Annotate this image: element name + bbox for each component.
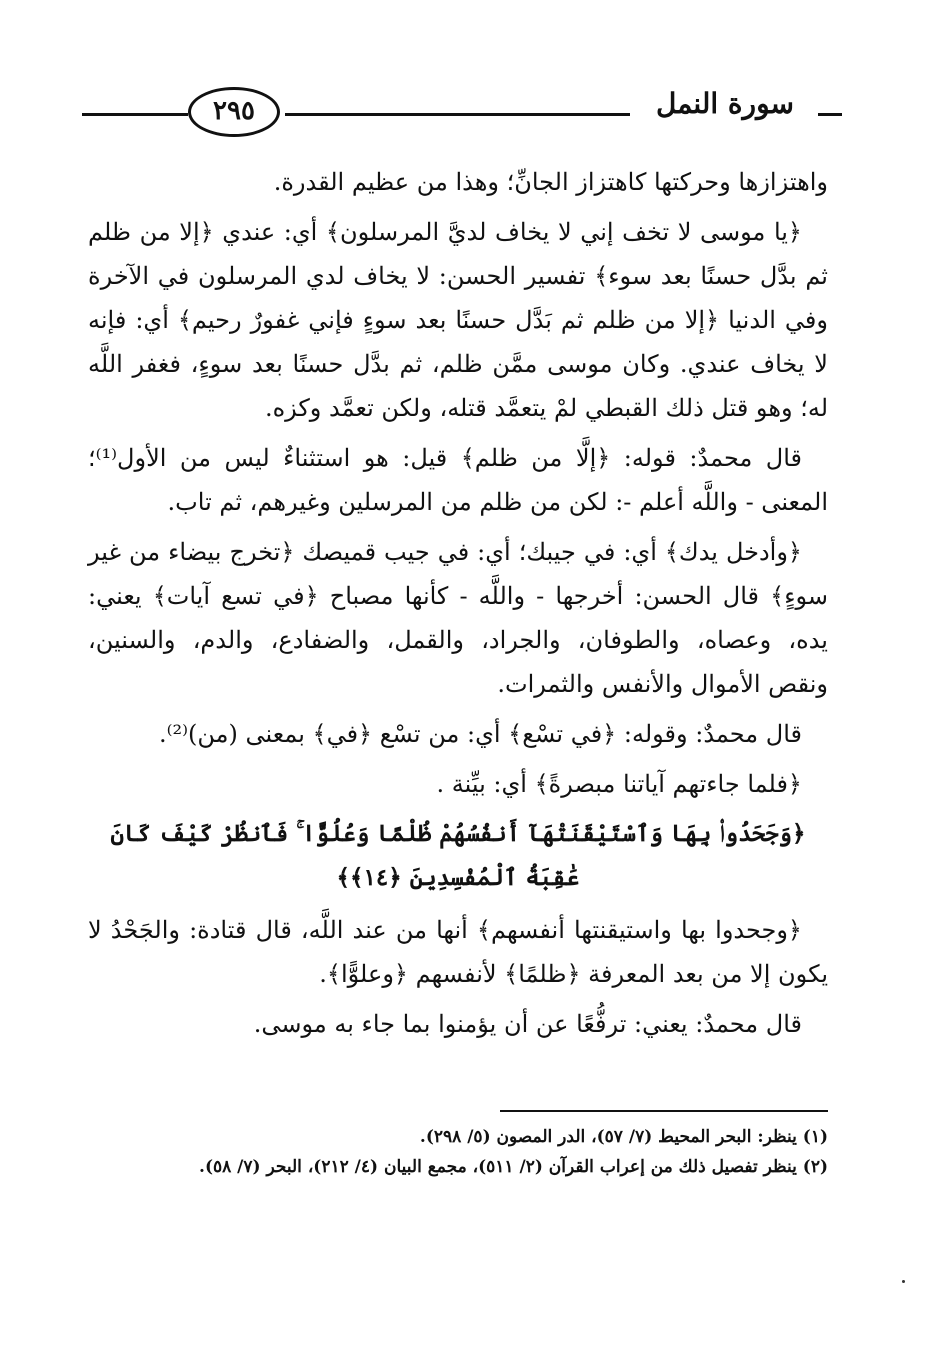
paragraph-1: واهتزازها وحركتها كاهتزاز الجانِّ؛ وهذا من عظيم القدرة. (273, 168, 828, 196)
paragraph-5: قال محمدٌ: وقوله: ﴿في تسْع﴾ أي: من تسْع ﴿في﴾ بمعنى (من)⁽²⁾. (158, 720, 802, 748)
footnote-1: (١) ينظر: البحر المحيط (٧/ ٥٧)، الدر المصون (٥/ ٢٩٨). (419, 1127, 828, 1147)
paragraph-3: قال محمدٌ: قوله: ﴿إلَّا من ظلم﴾ قيل: هو استثناءٌ ليس من الأول⁽¹⁾؛ المعنى - واللَّه أعلم -: لكن من ظلم من المرسلين وغيرهم، ثم تاب. (88, 444, 828, 516)
paragraph-4: ﴿وأدخل يدك﴾ أي: في جيبك؛ أي: في جيب قميصك ﴿تخرج بيضاء من غير سوءٍ﴾ قال الحسن: أخرجها - واللَّه - كأنها مصباح ﴿في تسع آيات﴾ يعني: يده، وعصاه، والطوفان، والجراد، والقمل، والضفادع، والدم، والسنين، ونقص الأموال والأنفس والثمرات. (88, 538, 828, 698)
paragraph-6: ﴿فلما جاءتهم آياتنا مبصرةً﴾ أي: بيِّنة . (436, 770, 802, 798)
footnotes (88, 1122, 828, 1182)
footnote-divider (500, 1110, 828, 1112)
header-dash (818, 113, 842, 116)
header-rule-middle (285, 113, 630, 116)
main-text (88, 160, 828, 1052)
footnote-2: (٢) ينظر تفصيل ذلك من إعراب القرآن (٢/ ٥١١)، مجمع البيان (٤/ ٢١٢)، البحر (٧/ ٥٨). (199, 1157, 828, 1177)
paragraph-9: قال محمدٌ: يعني: ترفُّعًا عن أن يؤمنوا بما جاء به موسى. (253, 1010, 802, 1038)
quran-verse: ﴿وَجَحَدُوا۟ بِهَا وَٱسْتَيْقَنَتْهَآ أَنفُسُهُمْ ظُلْمًا وَعُلُوًّا ۚ فَٱنظُرْ كَيْفَ كَانَ عَٰقِبَةُ ٱلْمُفْسِدِينَ ﴿١٤﴾﴾ (110, 820, 806, 891)
paragraph-8: ﴿وجحدوا بها واستيقنتها أنفسهم﴾ أنها من عند اللَّه، قال قتادة: والجَحْدُ لا يكون إلا من بعد المعرفة ﴿ظلمًا﴾ لأنفسهم ﴿وعلوًّا﴾. (88, 916, 828, 988)
surah-title: سورة النمل (655, 87, 795, 120)
paragraph-2: ﴿يا موسى لا تخف إني لا يخاف لديَّ المرسلون﴾ أي: عندي ﴿إلا من ظلم ثم بدَّل حسنًا بعد سوء﴾ تفسير الحسن: لا يخاف لدي المرسلون في الآخرة وفي الدنيا ﴿إلا من ظلم ثم بَدَّل حسنًا بعد سوءٍ فإني غفورٌ رحيم﴾ أي: فإنه لا يخاف عندي. وكان موسى ممَّن ظلم، ثم بدَّل حسنًا بعد سوءٍ، فغفر اللَّه له؛ وهو قتل ذلك القبطي لمْ يتعمَّد قتله، ولكن تعمَّد وكزه. (88, 218, 828, 422)
header-rule-left (82, 113, 188, 116)
running-header (70, 85, 850, 137)
page-number: ٢٩٥ (188, 87, 280, 137)
scan-speck (902, 1280, 905, 1283)
